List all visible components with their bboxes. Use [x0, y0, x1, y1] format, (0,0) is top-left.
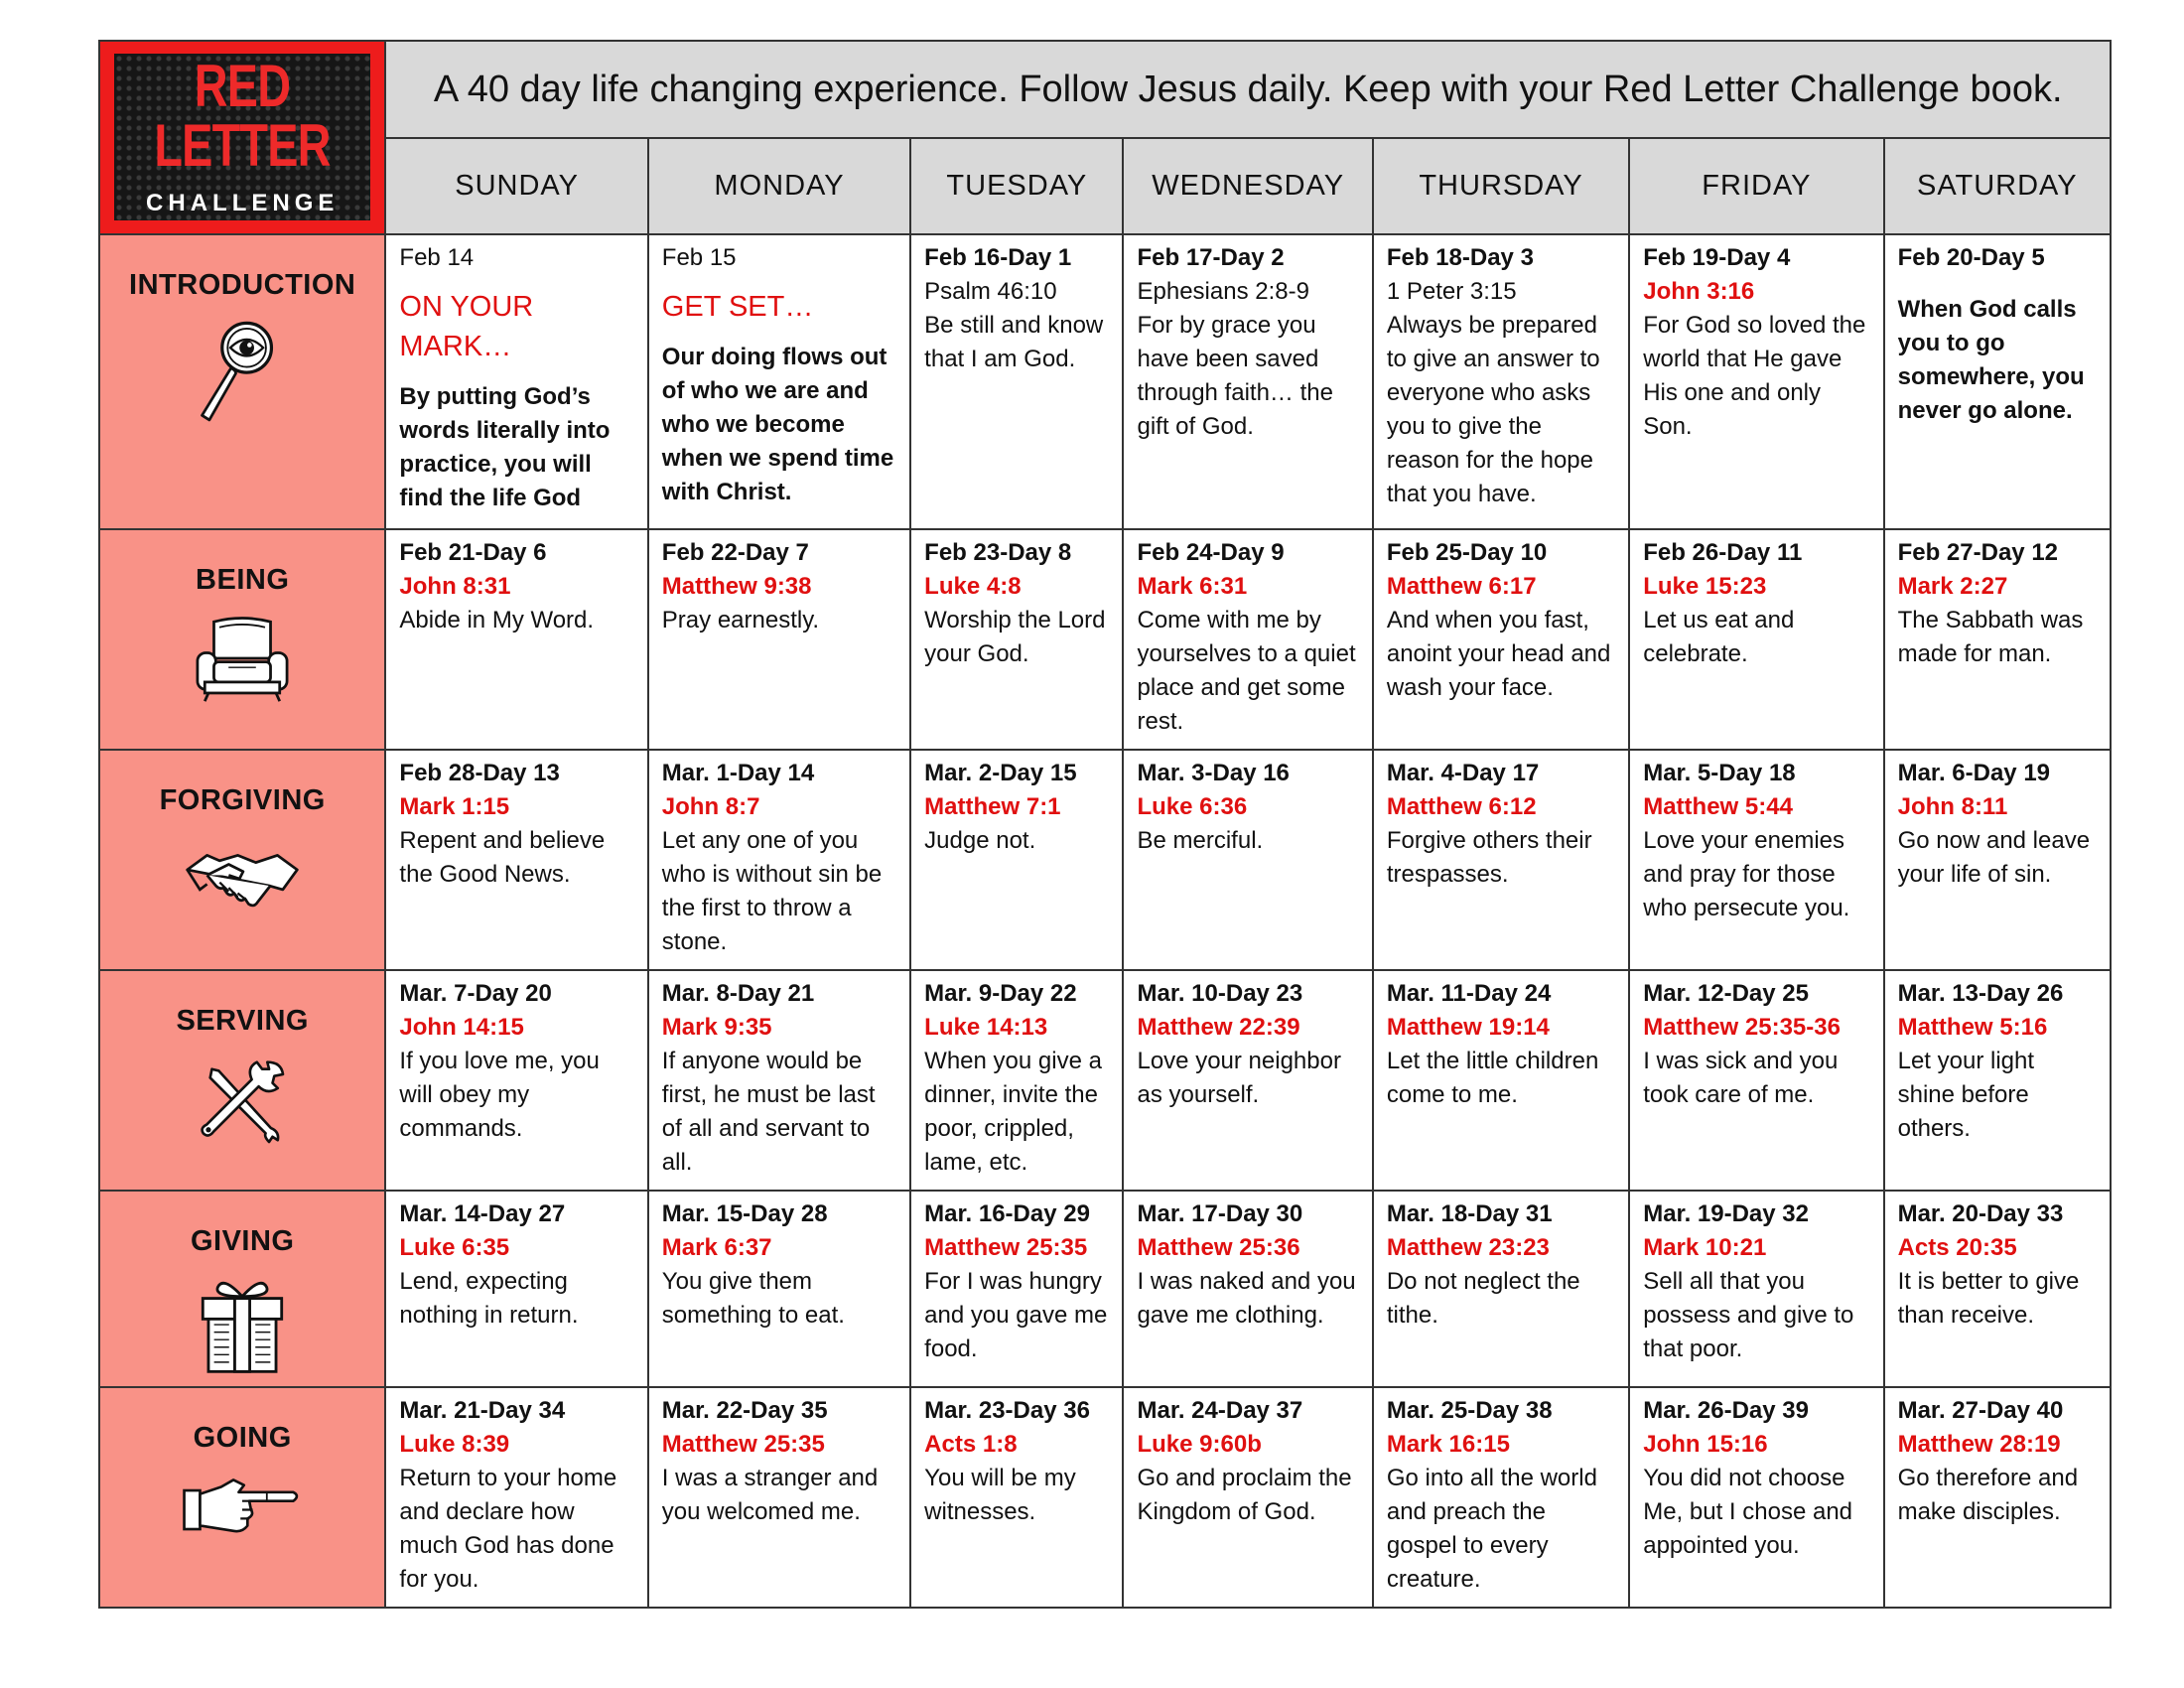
category-cell	[99, 234, 385, 529]
category-cell	[99, 1387, 385, 1608]
scripture-reference: Acts 1:8	[924, 1430, 1018, 1458]
date-label: Feb 23-Day 8	[924, 539, 1072, 567]
day-cell	[1373, 970, 1629, 1191]
date-label: Feb 18-Day 3	[1386, 243, 1534, 271]
day-cell	[385, 1387, 647, 1608]
week-row-forgiving	[99, 750, 2111, 970]
day-cell	[385, 1191, 647, 1387]
scripture-reference: John 14:15	[399, 1014, 524, 1042]
verse-text: You will be my witnesses.	[924, 1464, 1076, 1525]
date-label: Mar. 24-Day 37	[1137, 1396, 1303, 1424]
scripture-reference: Luke 6:36	[1137, 793, 1248, 821]
logo-badge	[114, 54, 370, 220]
day-cell	[910, 529, 1123, 750]
day-cell	[1629, 529, 1883, 750]
date-label: Mar. 12-Day 25	[1643, 980, 1809, 1008]
day-cell	[1373, 1387, 1629, 1608]
date-label: Feb 26-Day 11	[1643, 539, 1803, 567]
date-label: Mar. 23-Day 36	[924, 1396, 1090, 1424]
day-cell	[648, 529, 910, 750]
date-label: Mar. 14-Day 27	[399, 1200, 566, 1228]
day-header-sunday: SUNDAY	[385, 138, 647, 233]
verse-text: Forgive others their trespasses.	[1386, 827, 1592, 889]
date-label: Feb 25-Day 10	[1386, 539, 1548, 567]
date-label: Feb 14	[399, 243, 475, 271]
scripture-reference: Psalm 46:10	[924, 277, 1057, 305]
scripture-reference: Matthew 19:14	[1386, 1014, 1550, 1042]
verse-text: Sell all that you possess and give to that poor.	[1643, 1268, 1854, 1363]
scripture-reference: John 8:31	[399, 573, 511, 601]
devotional-text: Our doing flows out of who we are and who we become when we spend time with Christ.	[661, 343, 894, 505]
verse-text: Always be prepared to give an answer to everyone who asks you to give the reason for the hope that you have.	[1386, 311, 1600, 507]
verse-text: Pray earnestly.	[661, 607, 820, 634]
gift-icon	[195, 1274, 290, 1377]
verse-text: Worship the Lord your God.	[924, 607, 1106, 668]
date-label: Mar. 4-Day 17	[1386, 760, 1540, 787]
verse-text: When you give a dinner, invite the poor, crippled, lame, etc.	[924, 1048, 1102, 1177]
date-label: Mar. 26-Day 39	[1643, 1396, 1809, 1424]
scripture-reference: Matthew 25:36	[1137, 1234, 1300, 1262]
scripture-reference: Ephesians 2:8-9	[1137, 277, 1309, 305]
scripture-reference: Matthew 28:19	[1897, 1430, 2061, 1458]
day-cell	[1373, 234, 1629, 529]
scripture-reference: John 15:16	[1643, 1430, 1768, 1458]
day-header-friday: FRIDAY	[1629, 138, 1883, 233]
day-cell	[385, 234, 647, 529]
verse-text: For by grace you have been saved through faith… the gift of God.	[1137, 311, 1333, 440]
scripture-reference: Mark 6:31	[1137, 573, 1248, 601]
category-cell	[99, 529, 385, 750]
day-header-thursday: THURSDAY	[1373, 138, 1629, 233]
day-cell	[385, 529, 647, 750]
day-cell	[1123, 529, 1372, 750]
verse-text: Go into all the world and preach the gospel to every creature.	[1386, 1464, 1597, 1593]
scripture-reference: John 8:7	[661, 793, 760, 821]
week-row-giving	[99, 1191, 2111, 1387]
scripture-reference: Luke 15:23	[1643, 573, 1767, 601]
verse-text: I was sick and you took care of me.	[1643, 1048, 1839, 1109]
verse-text: Go now and leave your life of sin.	[1897, 827, 2091, 889]
verse-text: Be still and know that I am God.	[924, 311, 1104, 372]
week-row-going	[99, 1387, 2111, 1608]
day-cell	[1123, 1191, 1372, 1387]
day-header-wednesday: WEDNESDAY	[1123, 138, 1372, 233]
day-cell	[1373, 750, 1629, 970]
verse-text: Do not neglect the tithe.	[1386, 1268, 1580, 1330]
date-label: Feb 16-Day 1	[924, 243, 1072, 271]
scripture-reference: Matthew 5:16	[1897, 1014, 2048, 1042]
scripture-reference: Matthew 23:23	[1386, 1234, 1550, 1262]
date-label: Mar. 1-Day 14	[661, 760, 815, 787]
scripture-reference: Matthew 6:17	[1386, 573, 1537, 601]
date-label: Mar. 3-Day 16	[1137, 760, 1290, 787]
category-cell	[99, 970, 385, 1191]
date-label: Feb 28-Day 13	[399, 760, 560, 787]
scripture-reference: Matthew 25:35	[924, 1234, 1088, 1262]
date-label: Mar. 9-Day 22	[924, 980, 1077, 1008]
day-cell	[1123, 1387, 1372, 1608]
date-label: Mar. 16-Day 29	[924, 1200, 1090, 1228]
scripture-reference: Luke 9:60b	[1137, 1430, 1262, 1458]
date-label: Mar. 25-Day 38	[1386, 1396, 1553, 1424]
verse-text: Come with me by yourselves to a quiet place and get some rest.	[1137, 607, 1356, 736]
day-cell	[385, 750, 647, 970]
scripture-reference: Luke 14:13	[924, 1014, 1048, 1042]
day-cell	[1884, 234, 2111, 529]
verse-text: Let any one of you who is without sin be the first to throw a stone.	[661, 827, 883, 956]
scripture-reference: Mark 1:15	[399, 793, 510, 821]
day-cell	[1373, 1191, 1629, 1387]
scripture-reference: Acts 20:35	[1897, 1234, 2017, 1262]
date-label: Mar. 22-Day 35	[661, 1396, 828, 1424]
day-header-monday: MONDAY	[648, 138, 910, 233]
day-cell	[1629, 1191, 1883, 1387]
date-label: Mar. 7-Day 20	[399, 980, 552, 1008]
verse-text: Go therefore and make disciples.	[1897, 1464, 2079, 1525]
scripture-reference: Mark 2:27	[1897, 573, 2008, 601]
day-cell	[1123, 970, 1372, 1191]
day-cell	[1373, 529, 1629, 750]
date-label: Mar. 8-Day 21	[661, 980, 815, 1008]
day-cell	[910, 750, 1123, 970]
day-cell	[910, 1387, 1123, 1608]
week-row-serving	[99, 970, 2111, 1191]
verse-text: You give them something to eat.	[661, 1268, 845, 1330]
handshake-icon	[184, 833, 301, 924]
devotional-text: By putting God’s words literally into practice, you will find the life God	[399, 382, 611, 511]
date-label: Mar. 17-Day 30	[1137, 1200, 1303, 1228]
logo	[99, 41, 385, 234]
verse-text: It is better to give than receive.	[1897, 1268, 2080, 1330]
scripture-reference: Mark 6:37	[661, 1234, 772, 1262]
category-title: GOING	[193, 1421, 292, 1454]
day-cell	[1629, 1387, 1883, 1608]
category-title: BEING	[196, 564, 290, 597]
logo-title: RED LETTER	[154, 53, 331, 180]
scripture-reference: Mark 9:35	[661, 1014, 772, 1042]
day-cell	[1884, 529, 2111, 750]
verse-text: Go and proclaim the Kingdom of God.	[1137, 1464, 1352, 1525]
day-cell	[1629, 970, 1883, 1191]
date-label: Mar. 19-Day 32	[1643, 1200, 1809, 1228]
scripture-reference: Luke 8:39	[399, 1430, 510, 1458]
tools-icon	[195, 1054, 290, 1149]
verse-text: I was naked and you gave me clothing.	[1137, 1268, 1356, 1330]
magnifying-glass-icon	[197, 318, 288, 429]
scripture-reference: Mark 16:15	[1386, 1430, 1510, 1458]
category-cell	[99, 750, 385, 970]
scripture-reference: Matthew 25:35	[661, 1430, 825, 1458]
category-title: FORGIVING	[159, 784, 326, 817]
banner: A 40 day life changing experience. Follow Jesus daily. Keep with your Red Letter Challenge book.	[385, 41, 2111, 138]
verse-text: Let the little children come to me.	[1386, 1048, 1599, 1109]
day-header-tuesday: TUESDAY	[910, 138, 1123, 233]
scripture-reference: Mark 10:21	[1643, 1234, 1767, 1262]
scripture-reference: Matthew 7:1	[924, 793, 1061, 821]
verse-text: Be merciful.	[1137, 827, 1264, 855]
verse-text: You did not choose Me, but I chose and appointed you.	[1643, 1464, 1853, 1559]
verse-text: Abide in My Word.	[399, 607, 595, 634]
date-label: Feb 24-Day 9	[1137, 539, 1285, 567]
verse-text: Judge not.	[924, 827, 1036, 855]
scripture-reference: Matthew 9:38	[661, 573, 812, 601]
verse-text: I was a stranger and you welcomed me.	[661, 1464, 879, 1525]
armchair-icon	[191, 613, 294, 704]
day-cell	[648, 1387, 910, 1608]
date-label: Mar. 6-Day 19	[1897, 760, 2051, 787]
scripture-reference: Matthew 5:44	[1643, 793, 1793, 821]
verse-text: Return to your home and declare how much God has done for you.	[399, 1464, 617, 1593]
date-label: Mar. 15-Day 28	[661, 1200, 828, 1228]
verse-text: Let your light shine before others.	[1897, 1048, 2035, 1143]
date-label: Mar. 27-Day 40	[1897, 1396, 2064, 1424]
verse-text: And when you fast, anoint your head and wash your face.	[1386, 607, 1611, 702]
scripture-reference: John 8:11	[1897, 793, 2008, 821]
date-label: Mar. 13-Day 26	[1897, 980, 2064, 1008]
day-cell	[910, 1191, 1123, 1387]
day-cell	[1629, 234, 1883, 529]
date-label: Mar. 20-Day 33	[1897, 1200, 2064, 1228]
day-cell	[910, 970, 1123, 1191]
category-title: SERVING	[176, 1005, 309, 1038]
category-title: INTRODUCTION	[129, 268, 356, 301]
day-cell	[648, 750, 910, 970]
verse-text: If anyone would be first, he must be last of all and servant to all.	[661, 1048, 876, 1177]
category-cell	[99, 1191, 385, 1387]
date-label: Feb 15	[661, 243, 737, 271]
date-label: Feb 21-Day 6	[399, 539, 547, 567]
date-label: Feb 17-Day 2	[1137, 243, 1285, 271]
verse-text: Let us eat and celebrate.	[1643, 607, 1795, 668]
day-cell	[1884, 970, 2111, 1191]
verse-text: The Sabbath was made for man.	[1897, 607, 2084, 668]
day-cell	[1629, 750, 1883, 970]
date-label: Feb 27-Day 12	[1897, 539, 2059, 567]
scripture-reference: John 3:16	[1643, 277, 1755, 305]
scripture-reference: Matthew 25:35-36	[1643, 1014, 1841, 1042]
day-header-saturday: SATURDAY	[1884, 138, 2111, 233]
date-label: Mar. 21-Day 34	[399, 1396, 566, 1424]
date-label: Mar. 2-Day 15	[924, 760, 1077, 787]
date-label: Feb 19-Day 4	[1643, 243, 1791, 271]
verse-text: Repent and believe the Good News.	[399, 827, 606, 889]
verse-text: Love your neighbor as yourself.	[1137, 1048, 1341, 1109]
section-heading: ON YOUR MARK…	[399, 290, 534, 362]
date-label: Mar. 5-Day 18	[1643, 760, 1796, 787]
logo-subtitle: CHALLENGE	[146, 190, 340, 217]
verse-text: If you love me, you will obey my commands.	[399, 1048, 600, 1143]
section-heading: GET SET…	[661, 290, 814, 323]
pointing-hand-icon	[181, 1471, 304, 1542]
scripture-reference: Matthew 22:39	[1137, 1014, 1300, 1042]
date-label: Mar. 18-Day 31	[1386, 1200, 1553, 1228]
scripture-reference: Matthew 6:12	[1386, 793, 1537, 821]
day-cell	[1884, 750, 2111, 970]
devotional-text: When God calls you to go somewhere, you never go alone.	[1897, 295, 2085, 424]
date-label: Feb 22-Day 7	[661, 539, 809, 567]
week-row-introduction	[99, 234, 2111, 529]
verse-text: Lend, expecting nothing in return.	[399, 1268, 579, 1330]
category-title: GIVING	[190, 1225, 295, 1258]
day-cell	[648, 234, 910, 529]
date-label: Feb 20-Day 5	[1897, 243, 2045, 271]
day-cell	[1123, 750, 1372, 970]
calendar-table	[98, 40, 2112, 1609]
scripture-reference: Luke 6:35	[399, 1234, 510, 1262]
day-cell	[648, 970, 910, 1191]
day-cell	[648, 1191, 910, 1387]
date-label: Mar. 10-Day 23	[1137, 980, 1303, 1008]
week-row-being	[99, 529, 2111, 750]
day-cell	[385, 970, 647, 1191]
verse-text: For I was hungry and you gave me food.	[924, 1268, 1108, 1363]
date-label: Mar. 11-Day 24	[1386, 980, 1552, 1008]
verse-text: Love your enemies and pray for those who persecute you.	[1643, 827, 1850, 922]
day-cell	[910, 234, 1123, 529]
verse-text: For God so loved the world that He gave His one and only Son.	[1643, 311, 1866, 440]
scripture-reference: 1 Peter 3:15	[1386, 277, 1517, 305]
scripture-reference: Luke 4:8	[924, 573, 1022, 601]
day-cell	[1884, 1191, 2111, 1387]
day-cell	[1123, 234, 1372, 529]
day-cell	[1884, 1387, 2111, 1608]
